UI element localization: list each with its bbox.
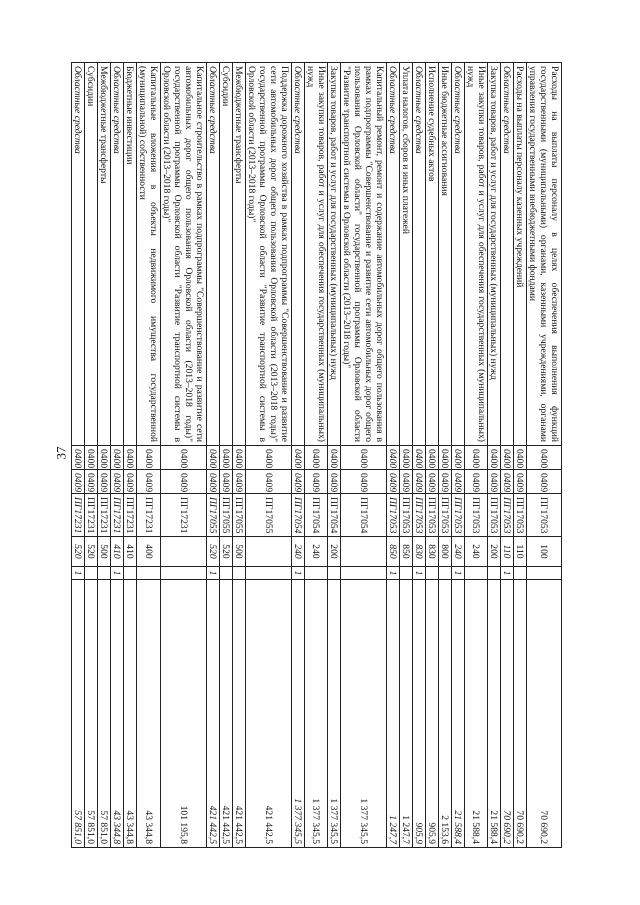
- description-cell: Областные средства: [111, 63, 124, 446]
- subsection-code-cell: 0409: [124, 470, 137, 494]
- department-code-cell: [439, 567, 452, 580]
- section-code-cell: 0400: [111, 446, 124, 470]
- target-article-cell: ПГ17055: [246, 494, 292, 537]
- department-code-cell: [137, 567, 161, 580]
- description-cell: Иные закупки товаров, работ и услуг для обеспечения государственных (муниципальных) нужд: [465, 63, 488, 446]
- table-row: [98, 63, 111, 848]
- amount-cell: 1 247,7: [387, 580, 400, 848]
- section-code-cell: 0400: [220, 446, 233, 470]
- amount-cell: 57 851,0: [85, 580, 98, 848]
- target-article-cell: ПГ17053: [387, 494, 400, 537]
- table-row: [305, 63, 328, 848]
- department-code-cell: 1: [387, 567, 400, 580]
- department-code-cell: 1: [72, 567, 85, 580]
- table-row: [488, 63, 501, 848]
- expense-type-cell: 500: [233, 537, 246, 567]
- section-code-cell: 0400: [413, 446, 426, 470]
- subsection-code-cell: 0409: [220, 470, 233, 494]
- target-article-cell: ПГ17053: [400, 494, 413, 537]
- amount-cell: 421 442,5: [246, 580, 292, 848]
- section-code-cell: 0400: [246, 446, 292, 470]
- target-article-cell: ПГ17231: [72, 494, 85, 537]
- subsection-code-cell: 0409: [465, 470, 488, 494]
- section-code-cell: 0400: [465, 446, 488, 470]
- department-code-cell: [305, 567, 328, 580]
- description-cell: Иные закупки товаров, работ и услуг для обеспечения государственных (муниципальных) нужд: [305, 63, 328, 446]
- section-code-cell: 0400: [341, 446, 387, 470]
- department-code-cell: [246, 567, 292, 580]
- page-number: 37: [53, 446, 69, 460]
- table-body: [72, 63, 562, 848]
- section-code-cell: 0400: [305, 446, 328, 470]
- amount-cell: 57 851,0: [72, 580, 85, 848]
- department-code-cell: [124, 567, 137, 580]
- subsection-code-cell: 0409: [501, 470, 514, 494]
- section-code-cell: 0400: [207, 446, 220, 470]
- target-article-cell: ПГ17053: [452, 494, 465, 537]
- target-article-cell: ПГ17053: [514, 494, 527, 537]
- section-code-cell: 0400: [98, 446, 111, 470]
- table-row: [85, 63, 98, 848]
- department-code-cell: [527, 567, 562, 580]
- department-code-cell: 1: [111, 567, 124, 580]
- amount-cell: 43 344,8: [124, 580, 137, 848]
- department-code-cell: 1: [292, 567, 305, 580]
- table-row: [527, 63, 562, 848]
- expense-type-cell: 830: [413, 537, 426, 567]
- description-cell: Исполнение судебных актов: [426, 63, 439, 446]
- description-cell: Расходы на выплаты персоналу казенных учреждений: [514, 63, 527, 446]
- amount-cell: 421 442,5: [207, 580, 220, 848]
- target-article-cell: ПГ17054: [328, 494, 341, 537]
- department-code-cell: [400, 567, 413, 580]
- expense-type-cell: 200: [328, 537, 341, 567]
- section-code-cell: 0400: [137, 446, 161, 470]
- expense-type-cell: 110: [501, 537, 514, 567]
- section-code-cell: 0400: [426, 446, 439, 470]
- description-cell: Областные средства: [501, 63, 514, 446]
- description-cell: Областные средства: [72, 63, 85, 446]
- description-cell: Областные средства: [387, 63, 400, 446]
- table-row: [161, 63, 207, 848]
- expense-type-cell: 240: [305, 537, 328, 567]
- section-code-cell: 0400: [124, 446, 137, 470]
- subsection-code-cell: 0409: [85, 470, 98, 494]
- subsection-code-cell: 0409: [328, 470, 341, 494]
- amount-cell: 1 377 345,5: [292, 580, 305, 848]
- section-code-cell: 0400: [514, 446, 527, 470]
- department-code-cell: 1: [413, 567, 426, 580]
- subsection-code-cell: 0409: [387, 470, 400, 494]
- subsection-code-cell: 0409: [207, 470, 220, 494]
- department-code-cell: [98, 567, 111, 580]
- department-code-cell: [161, 567, 207, 580]
- table-row: [246, 63, 292, 848]
- target-article-cell: ПГ17053: [501, 494, 514, 537]
- subsection-code-cell: 0409: [72, 470, 85, 494]
- section-code-cell: 0400: [72, 446, 85, 470]
- section-code-cell: 0400: [387, 446, 400, 470]
- target-article-cell: ПГ17231: [161, 494, 207, 537]
- table-row: [111, 63, 124, 848]
- section-code-cell: 0400: [233, 446, 246, 470]
- subsection-code-cell: 0409: [439, 470, 452, 494]
- subsection-code-cell: 0409: [305, 470, 328, 494]
- target-article-cell: ПГ17054: [305, 494, 328, 537]
- expense-type-cell: 800: [439, 537, 452, 567]
- department-code-cell: 1: [501, 567, 514, 580]
- department-code-cell: [465, 567, 488, 580]
- amount-cell: 43 344,8: [111, 580, 124, 848]
- description-cell: Областные средства: [207, 63, 220, 446]
- table-row: [465, 63, 488, 848]
- description-cell: Закупка товаров, работ и услуг для государственных (муниципальных) нужд: [488, 63, 501, 446]
- expense-type-cell: [246, 537, 292, 567]
- target-article-cell: ПГ17055: [233, 494, 246, 537]
- subsection-code-cell: 0409: [161, 470, 207, 494]
- expense-type-cell: 410: [124, 537, 137, 567]
- amount-cell: 905,9: [413, 580, 426, 848]
- target-article-cell: ПГ17055: [220, 494, 233, 537]
- department-code-cell: 1: [452, 567, 465, 580]
- section-code-cell: 0400: [328, 446, 341, 470]
- expense-type-cell: 240: [465, 537, 488, 567]
- description-cell: Поддержка дорожного хозяйства в рамках подпрограммы "Совершенствование и развитие сети автомобильных дорог общего пользования Орловской области (2013–2018 годы)" государственной программы Орловской области "Развитие транспортной системы в Орловской области (2013–2018 годы)": [246, 63, 292, 446]
- expense-type-cell: [341, 537, 387, 567]
- table-row: [124, 63, 137, 848]
- amount-cell: 2 153,6: [439, 580, 452, 848]
- section-code-cell: 0400: [452, 446, 465, 470]
- table-row: [439, 63, 452, 848]
- amount-cell: 43 344,8: [137, 580, 161, 848]
- description-cell: Капитальные вложения в объекты недвижимого имущества государственной (муниципальной) собственности: [137, 63, 161, 446]
- table-row: [452, 63, 465, 848]
- rotated-table-wrapper: [62, 62, 562, 847]
- table-row: [501, 63, 514, 848]
- section-code-cell: 0400: [439, 446, 452, 470]
- expense-type-cell: 850: [387, 537, 400, 567]
- description-cell: Областные средства: [413, 63, 426, 446]
- target-article-cell: ПГ17053: [439, 494, 452, 537]
- table-row: [137, 63, 161, 848]
- expense-type-cell: [161, 537, 207, 567]
- section-code-cell: 0400: [501, 446, 514, 470]
- amount-cell: 1 377 345,5: [341, 580, 387, 848]
- expense-type-cell: 850: [400, 537, 413, 567]
- table-row: [328, 63, 341, 848]
- table-row: [514, 63, 527, 848]
- subsection-code-cell: 0409: [111, 470, 124, 494]
- description-cell: Субсидии: [220, 63, 233, 446]
- department-code-cell: [85, 567, 98, 580]
- description-cell: Расходы на выплаты персоналу в целях обеспечения выполнения функций государственными (муниципальными) органами, казенными учреждениями, органами управления государственными внебюджетными фондами: [527, 63, 562, 446]
- amount-cell: 21 588,4: [452, 580, 465, 848]
- description-cell: Областные средства: [292, 63, 305, 446]
- description-cell: Уплата налогов, сборов и иных платежей: [400, 63, 413, 446]
- amount-cell: 70 690,2: [514, 580, 527, 848]
- expense-type-cell: 240: [452, 537, 465, 567]
- target-article-cell: ПГ17231: [85, 494, 98, 537]
- department-code-cell: [488, 567, 501, 580]
- department-code-cell: [220, 567, 233, 580]
- section-code-cell: 0400: [85, 446, 98, 470]
- description-cell: Капитальное строительство в рамках подпрограммы "Совершенствование и развитие сети автомобильных дорог общего пользования Орловской области (2013–2018 годы)" государственной программы Орловской области "Развитие транспортной системы в Орловской области (2013–2018 годы)": [161, 63, 207, 446]
- department-code-cell: [426, 567, 439, 580]
- budget-table: [71, 62, 562, 848]
- department-code-cell: 1: [207, 567, 220, 580]
- expense-type-cell: 830: [426, 537, 439, 567]
- target-article-cell: ПГ17231: [124, 494, 137, 537]
- subsection-code-cell: 0409: [341, 470, 387, 494]
- amount-cell: 1 377 345,5: [328, 580, 341, 848]
- table-row: [426, 63, 439, 848]
- description-cell: Закупка товаров, работ и услуг для государственных (муниципальных) нужд: [328, 63, 341, 446]
- target-article-cell: ПГ17054: [341, 494, 387, 537]
- subsection-code-cell: 0409: [400, 470, 413, 494]
- table-row: [292, 63, 305, 848]
- subsection-code-cell: 0409: [426, 470, 439, 494]
- section-code-cell: 0400: [400, 446, 413, 470]
- table-row: [387, 63, 400, 848]
- target-article-cell: ПГ17053: [488, 494, 501, 537]
- subsection-code-cell: 0409: [413, 470, 426, 494]
- amount-cell: 21 588,4: [465, 580, 488, 848]
- description-cell: Межбюджетные трансферты: [233, 63, 246, 446]
- section-code-cell: 0400: [161, 446, 207, 470]
- table-row: [413, 63, 426, 848]
- amount-cell: 421 442,5: [220, 580, 233, 848]
- section-code-cell: 0400: [292, 446, 305, 470]
- amount-cell: 1 377 345,5: [305, 580, 328, 848]
- amount-cell: 70 690,2: [501, 580, 514, 848]
- amount-cell: 21 588,4: [488, 580, 501, 848]
- expense-type-cell: 410: [111, 537, 124, 567]
- amount-cell: 1 247,7: [400, 580, 413, 848]
- target-article-cell: ПГ17053: [527, 494, 562, 537]
- table-row: [341, 63, 387, 848]
- target-article-cell: ПГ17055: [207, 494, 220, 537]
- department-code-cell: [233, 567, 246, 580]
- target-article-cell: ПГ17053: [465, 494, 488, 537]
- subsection-code-cell: 0409: [292, 470, 305, 494]
- expense-type-cell: 520: [72, 537, 85, 567]
- subsection-code-cell: 0409: [527, 470, 562, 494]
- description-cell: Субсидии: [85, 63, 98, 446]
- target-article-cell: ПГ17231: [137, 494, 161, 537]
- amount-cell: 70 690,2: [527, 580, 562, 848]
- department-code-cell: [328, 567, 341, 580]
- expense-type-cell: 520: [207, 537, 220, 567]
- expense-type-cell: 500: [98, 537, 111, 567]
- department-code-cell: [341, 567, 387, 580]
- table-row: [233, 63, 246, 848]
- description-cell: Капитальный ремонт, ремонт и содержание автомобильных дорог общего пользования в рамках подпрограммы "Совершенствование и развитие сети автомобильных дорог общего пользования Орловской области" государственной программы Орловской области "Развитие транспортной системы в Орловской области (2013–2018 годы)": [341, 63, 387, 446]
- description-cell: Бюджетные инвестиции: [124, 63, 137, 446]
- expense-type-cell: 400: [137, 537, 161, 567]
- expense-type-cell: 520: [220, 537, 233, 567]
- expense-type-cell: 100: [527, 537, 562, 567]
- table-row: [207, 63, 220, 848]
- section-code-cell: 0400: [527, 446, 562, 470]
- target-article-cell: ПГ17053: [413, 494, 426, 537]
- description-cell: Межбюджетные трансферты: [98, 63, 111, 446]
- subsection-code-cell: 0409: [488, 470, 501, 494]
- subsection-code-cell: 0409: [514, 470, 527, 494]
- amount-cell: 57 851,0: [98, 580, 111, 848]
- target-article-cell: ПГ17054: [292, 494, 305, 537]
- amount-cell: 421 442,5: [233, 580, 246, 848]
- subsection-code-cell: 0409: [452, 470, 465, 494]
- table-row: [400, 63, 413, 848]
- amount-cell: 101 195,8: [161, 580, 207, 848]
- table-row: [72, 63, 85, 848]
- description-cell: Иные бюджетные ассигнования: [439, 63, 452, 446]
- description-cell: Областные средства: [452, 63, 465, 446]
- target-article-cell: ПГ17053: [426, 494, 439, 537]
- table-row: [220, 63, 233, 848]
- department-code-cell: [514, 567, 527, 580]
- expense-type-cell: 200: [488, 537, 501, 567]
- section-code-cell: 0400: [488, 446, 501, 470]
- target-article-cell: ПГ17231: [98, 494, 111, 537]
- subsection-code-cell: 0409: [137, 470, 161, 494]
- expense-type-cell: 520: [85, 537, 98, 567]
- subsection-code-cell: 0409: [246, 470, 292, 494]
- expense-type-cell: 240: [292, 537, 305, 567]
- expense-type-cell: 110: [514, 537, 527, 567]
- subsection-code-cell: 0409: [98, 470, 111, 494]
- subsection-code-cell: 0409: [233, 470, 246, 494]
- amount-cell: 905,9: [426, 580, 439, 848]
- target-article-cell: ПГ17231: [111, 494, 124, 537]
